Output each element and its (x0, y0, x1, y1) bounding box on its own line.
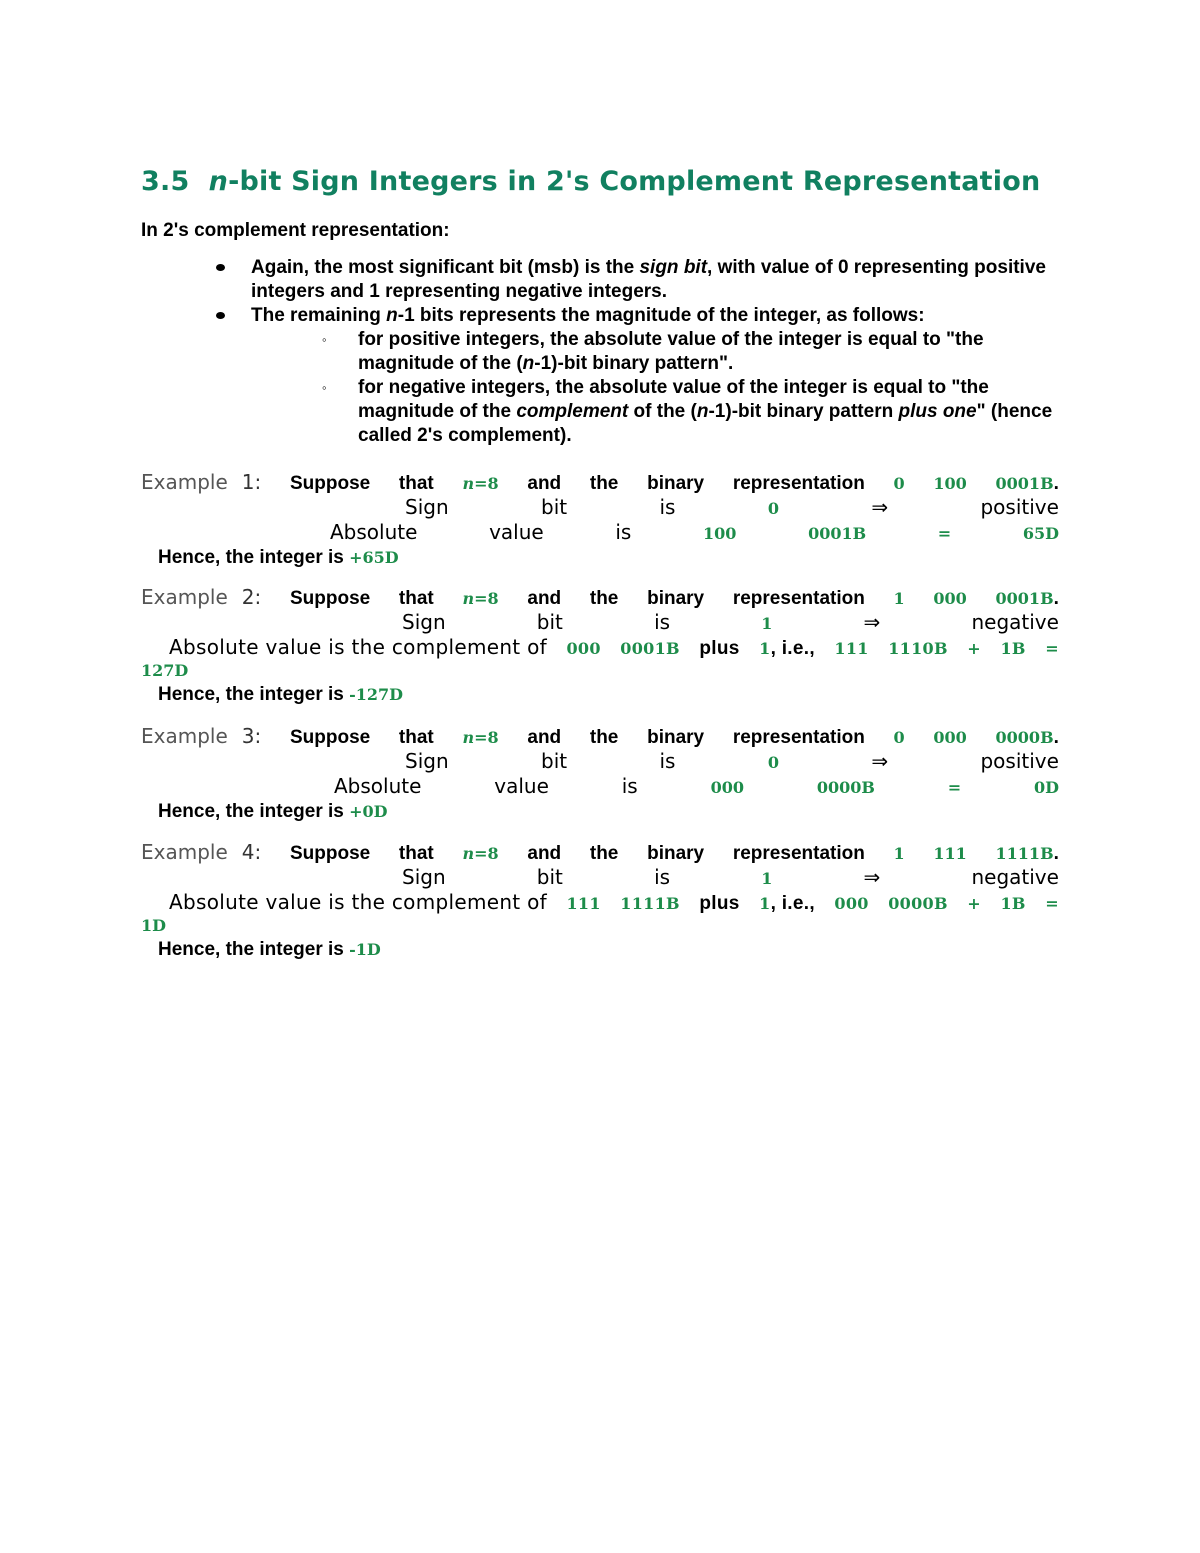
complement-line: Absolute value is the complement of 000 0001B plus 1, i.e., 111 1110B + 1B = (169, 635, 1059, 659)
circle-bullet-icon: ◦ (322, 380, 327, 395)
wrapped-value: 127D (141, 661, 189, 680)
intro-text: In 2's complement representation: (141, 220, 450, 241)
result-line: Hence, the integer is -127D (158, 684, 404, 705)
list-item: ◦ for negative integers, the absolute value of the integer is equal to "the magnitude of the complement of the (n-1)-bit binary pattern plus one" (hence called 2's complement). (322, 377, 1053, 446)
complement-line: Absolute value is the complement of 111 1111B plus 1, i.e., 000 0000B + 1B = (169, 890, 1059, 914)
example-line: Example 2: Suppose that n=8 and the binary representation 1 000 0001B. (141, 585, 1059, 609)
bullet-icon (216, 264, 225, 271)
result-line: Hence, the integer is +0D (158, 801, 388, 822)
sub-bullet-list (251, 328, 1074, 448)
example-line: Example 3: Suppose that n=8 and the binary representation 0 000 0000B. (141, 724, 1059, 748)
result-line: Hence, the integer is -1D (158, 939, 381, 960)
circle-bullet-icon: ◦ (322, 332, 327, 347)
sign-bit-line: Sign bit is 1 ⇒ negative (402, 865, 1059, 889)
list-item: The remaining n-1 bits represents the magnitude of the integer, as follows: ◦ for positive integers, the absolute value of the integer is equal to "the magnitude of the (n-1)-bit binary pattern". ◦ for negative integers, the absolute value of the integer is equal to "the magnitude of the complement of the (n-1)-bit binary pattern plus one" (hence called 2's complement). (214, 304, 1074, 448)
page-title: 3.5 n-bit Sign Integers in 2's Complement Representation (141, 166, 1041, 197)
example-line: Example 1: Suppose that n=8 and the binary representation 0 100 0001B. (141, 470, 1059, 494)
example-line: Example 4: Suppose that n=8 and the binary representation 1 111 1111B. (141, 840, 1059, 864)
result-line: Hence, the integer is +65D (158, 547, 399, 568)
wrapped-value: 1D (141, 916, 167, 935)
bullet-list (214, 256, 1074, 448)
example-block (141, 585, 1059, 707)
example-block (141, 724, 1059, 824)
sign-bit-line: Sign bit is 0 ⇒ positive (405, 495, 1059, 519)
bullet-icon (216, 312, 225, 319)
example-block (141, 840, 1059, 962)
sign-bit-line: Sign bit is 1 ⇒ negative (402, 610, 1059, 634)
absolute-value-line: Absolute value is 100 0001B = 65D (330, 520, 1059, 544)
sign-bit-line: Sign bit is 0 ⇒ positive (405, 749, 1059, 773)
list-item: ◦ for positive integers, the absolute value of the integer is equal to "the magnitude of the (n-1)-bit binary pattern". (322, 329, 984, 374)
absolute-value-line: Absolute value is 000 0000B = 0D (334, 774, 1059, 798)
example-block (141, 470, 1059, 570)
list-item: Again, the most significant bit (msb) is the sign bit, with value of 0 representing positive integers and 1 representing negative integers. (214, 256, 1074, 304)
